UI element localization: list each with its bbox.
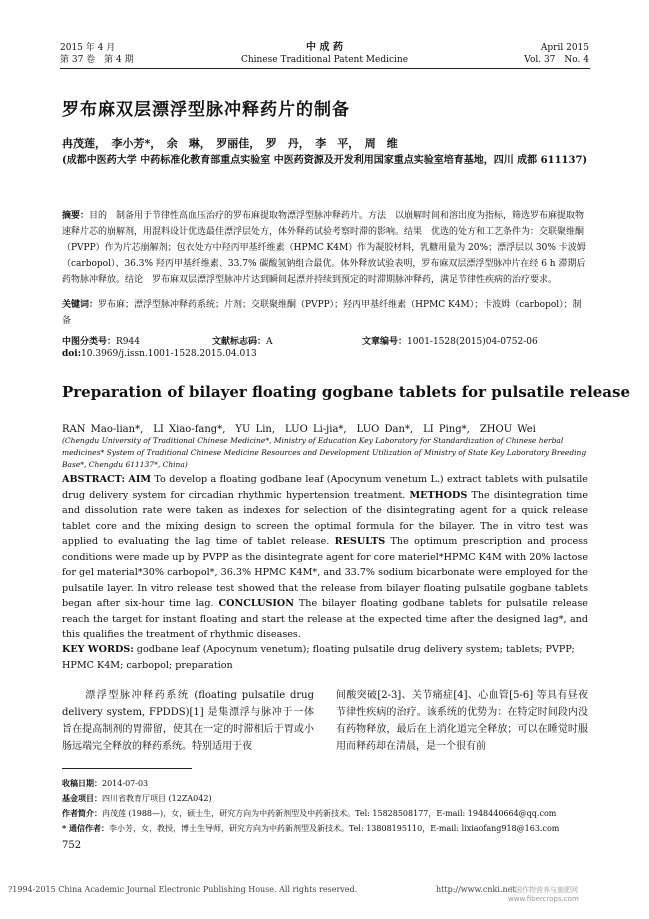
article-no-value: 1001-1528(2015)04-0752-06 xyxy=(407,337,538,347)
classification-line xyxy=(62,334,588,350)
author-label: 作者简介： xyxy=(62,808,102,818)
results-label: RESULTS xyxy=(334,536,386,547)
doc-code-label: 文献标志码： xyxy=(212,337,267,347)
aim-label: AIM xyxy=(128,474,151,485)
copyright-text: ?1994-2015 China Academic Journal Electronic Publishing House. All rights reserved. xyxy=(8,885,358,894)
footnote-author xyxy=(62,806,588,821)
page-number: 752 xyxy=(62,840,82,851)
article-no-label: 文章编号： xyxy=(362,337,408,347)
footnotes xyxy=(62,776,588,836)
footnote-received xyxy=(62,776,588,791)
article-no-group xyxy=(362,334,538,350)
methods-text: The disintegration time and dissolution rate were taken as indexes for selection of the disintegrating agent for a quick release tablet core and the mixing design to screen the optimal formula for the bilayer. The in vitro test was applied to evaluating the lag time of tablet release. xyxy=(62,489,588,547)
abstract-zh xyxy=(62,208,588,288)
affiliation-en: (Chengdu University of Traditional Chinese Medicine*, Ministry of Education Key Laboratory for Standardization of Chinese herbal medicines* System of Traditional Chinese Medicine Resources and Development Utilization of Ministry of State Key Laboratory Breeding Base*, Chengdu 611137*, China) xyxy=(62,436,587,469)
footnote-rule xyxy=(62,768,192,769)
footnote-fund xyxy=(62,791,588,806)
header-vol-line: Vol. 37 No. 4 xyxy=(524,55,589,65)
conclusion-text: The bilayer floating godbane tablets for pulsatile release reach the target for instant floating and start the release at the expected time after the designed lag*, and this qualifies the treatment of rhythmic diseases. xyxy=(62,598,588,640)
body-column-left: 漂浮型脉冲释药系统 (floating pulsatile drug delivery system, FPDDS)[1] 是集漂浮与脉冲于一体旨在提高制剂的胃滞留，使其在一定的时滞相后于胃或小肠远端完全释放的释药系统。特别适用于夜 xyxy=(62,690,314,752)
cnki-link[interactable]: http://www.cnki.net xyxy=(436,885,516,894)
keywords-en xyxy=(62,642,588,673)
abstract-en xyxy=(62,472,588,643)
doi-line xyxy=(62,349,257,359)
methods-label: METHODS xyxy=(409,489,468,501)
doc-code-value: A xyxy=(266,337,273,347)
article-title-en: Preparation of bilayer floating gogbane tablets for pulsatile release xyxy=(62,383,631,401)
watermark-text: 中国作物营养与施肥网 www.fibercrops.com xyxy=(508,886,579,903)
keywords-zh-text: 罗布麻；漂浮型脉冲释药系统；片剂；交联聚维酮（PVPP）；羟丙甲基纤维素（HPMC K4M）；卡波姆（carbopol）；制备 xyxy=(62,300,582,326)
body-column-right: 间酸突破[2-3]、关节痛症[4]、心血管[5-6] 等具有昼夜节律性疾病的治疗。该系统的优势为：在特定时间段内没有药物释放，最后在上消化道完全释放；可以在睡觉时服用而释药却在清晨，是一个很有前 xyxy=(336,690,588,752)
fund-label: 基金项目： xyxy=(62,793,102,803)
footnote-corresponding xyxy=(62,821,588,836)
authors-zh: 冉茂莲， 李小芳*， 余 琳， 罗丽佳， 罗 丹， 李 平， 周 维 xyxy=(62,137,398,150)
keywords-zh-label: 关键词： xyxy=(62,300,99,310)
header-rule xyxy=(60,68,590,69)
header-month-line: April 2015 xyxy=(540,43,589,53)
results-text: The optimum prescription and process conditions were made up by PVPP as the disintegrate agent for core materiel*HPMC K4M with 20% lactose for gel material*30% carbopol*, 36.3% HPMC K4M*, and 33.7% sodium bicarbonate were employed for the pulsatile layer. In vitro release test showed that the release from bilayer floating pulsatile gogbane tablets began after six-hour time lag. xyxy=(62,536,588,609)
doi-value: 10.3969/j.issn.1001-1528.2015.04.013 xyxy=(81,349,257,359)
keywords-zh xyxy=(62,297,588,329)
article-title-zh: 罗布麻双层漂浮型脉冲释药片的制备 xyxy=(62,100,350,120)
abstract-en-label: ABSTRACT: xyxy=(62,474,126,485)
journal-name-zh: 中 成 药 xyxy=(306,42,343,53)
received-value: 2014-07-03 xyxy=(102,779,149,788)
journal-name-en: Chinese Traditional Patent Medicine xyxy=(240,55,409,65)
aim-text: To develop a floating godbane leaf (Apocynum venetum L.) extract tablets with pulsatile drug delivery system for circadian rhythmic hypertension treatment. xyxy=(62,474,588,501)
journal-issue xyxy=(524,42,589,66)
affiliation-zh: (成都中医药大学 中药标准化教育部重点实验室 中医药资源及开发利用国家重点实验室培育基地，四川 成都 611137) xyxy=(62,155,588,166)
doc-code-group xyxy=(212,334,362,350)
clc-group xyxy=(62,334,212,350)
received-label: 收稿日期： xyxy=(62,778,102,788)
keywords-en-text: godbane leaf (Apocynum venetum); floating pulsatile drug delivery system; tablets; PVPP; HPMC K4M; carbopol; preparation xyxy=(62,644,575,671)
clc-label: 中图分类号： xyxy=(62,337,117,347)
authors-en: RAN Mao-lian*, LI Xiao-fang*, YU Lin, LUO Li-jia*, LUO Dan*, LI Ping*, ZHOU Wei xyxy=(62,424,536,435)
corr-value: 李小芳，女，教授，博士生导师，研究方向为中药新剂型及新技术。Tel: 13808195110，E-mail: lixiaofang918@163.com xyxy=(108,824,560,833)
fund-value: 四川省教育厅项目 (12ZA042) xyxy=(102,794,212,803)
corr-label: * 通信作者： xyxy=(62,823,109,833)
abstract-zh-text: 目的 制备用于节律性高血压治疗的罗布麻提取物漂浮型脉冲释药片。方法 以崩解时间和溶出度为指标，筛选罗布麻提取物速释片芯的崩解剂，用混料设计优选最佳漂浮层处方，体外释药试验考察时滞的影响。结果 优选的处方和工艺条件为：交联聚维酮（PVPP）作为片芯崩解剂；包衣处方中羟丙甲基纤维素（HPMC K4M）作为凝胶材料，乳糖用量为 20%；漂浮层以 30% 卡波姆（carbopol）、36.3% 羟丙甲基纤维素、33.7% 碳酸氢钠组合最优。体外释放试验表明，罗布麻双层漂浮型脉冲片在经 6 h 滞期后药物脉冲释放。结论 罗布麻双层漂浮型脉冲片达到瞬间起漂并持续到预定的时滞期脉冲释药，满足节律性疾病的治疗要求。 xyxy=(62,211,586,285)
clc-value: R944 xyxy=(116,337,140,347)
abstract-zh-label: 摘要： xyxy=(62,211,90,221)
header-date-line: 2015 年 4 月 xyxy=(60,43,116,53)
author-value: 冉茂莲 (1988—)，女，硕士生，研究方向为中药新剂型及中药新技术。Tel: 15828508177，E-mail: 1948440664@qq.com xyxy=(102,809,557,818)
conclusion-label: CONCLUSION xyxy=(218,598,294,609)
doi-label: doi: xyxy=(62,349,82,359)
keywords-en-label: KEY WORDS: xyxy=(62,644,134,655)
header-volume-line: 第 37 卷 第 4 期 xyxy=(60,55,134,65)
